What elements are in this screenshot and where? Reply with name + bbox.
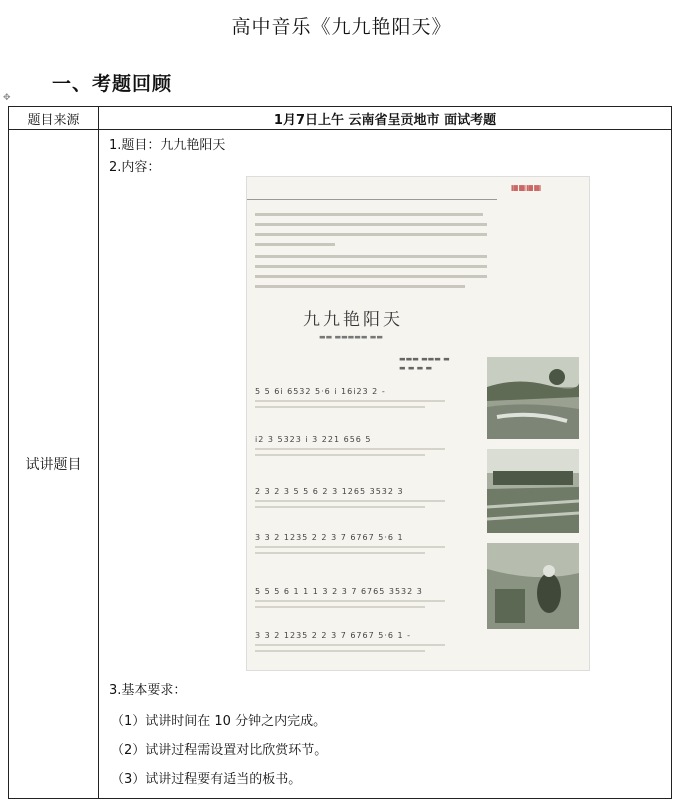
notation-line: 5 5 6i 6532 5·6 i 16i23 2 - bbox=[255, 387, 386, 396]
intro-text-line bbox=[255, 255, 487, 258]
intro-text-line bbox=[255, 243, 335, 246]
score-row-1 bbox=[255, 387, 469, 408]
lyric-line bbox=[255, 406, 425, 408]
river-photo-drawing bbox=[487, 357, 579, 439]
lyric-line bbox=[255, 644, 445, 646]
body-cell-topic-content bbox=[99, 130, 672, 799]
notation-line: i2 3 5323 i 3 221 656 5 bbox=[255, 435, 372, 444]
intro-text-line bbox=[255, 285, 465, 288]
notation-line: 3 3 2 1235 2 2 3 7 6767 5·6 1 bbox=[255, 533, 404, 542]
village-photo-drawing bbox=[487, 449, 579, 533]
river-photo-image bbox=[487, 357, 579, 439]
lyric-line bbox=[255, 454, 425, 456]
lyric-line bbox=[255, 600, 445, 602]
village-photo-image bbox=[487, 449, 579, 533]
song-score-image bbox=[246, 176, 590, 671]
lyric-line bbox=[255, 448, 445, 450]
scan-logo-icon: ▦▦▦▦ bbox=[511, 183, 542, 192]
score-row-4 bbox=[255, 533, 469, 554]
notation-line: 5 5 5 6 1 1 1 3 2 3 7 6765 3532 3 bbox=[255, 587, 423, 596]
requirement-item-3: （3）试讲过程要有适当的板书。 bbox=[111, 772, 302, 787]
body-cell-topic-label: 试讲题目 bbox=[9, 130, 99, 799]
song-credits-smudge: ▬▬▬ ▬▬▬ ▬ ▬ ▬ ▬ ▬ bbox=[399, 355, 450, 372]
expand-marker-icon: ✥ bbox=[3, 93, 11, 103]
notation-line: 2 3 2 3 5 5 6 2 3 1265 3532 3 bbox=[255, 487, 404, 496]
lyric-line bbox=[255, 546, 445, 548]
lyric-line bbox=[255, 400, 445, 402]
intro-text-line bbox=[255, 233, 487, 236]
header-cell-source-value: 1月7日上午 云南省呈贡地市 面试考题 bbox=[99, 107, 672, 130]
lyric-line bbox=[255, 552, 425, 554]
score-row-2 bbox=[255, 435, 469, 456]
header-cell-source-label: 题目来源 bbox=[9, 107, 99, 130]
score-row-5 bbox=[255, 587, 469, 608]
lyric-line bbox=[255, 606, 425, 608]
section-heading: 一、考题回顾 bbox=[52, 73, 173, 95]
table-header-row bbox=[9, 107, 672, 130]
song-subtitle-smudge: ▬▬ ▬▬▬▬▬ ▬▬ bbox=[319, 333, 383, 341]
intro-text-line bbox=[255, 213, 483, 216]
score-row-3 bbox=[255, 487, 469, 508]
scan-top-rule bbox=[247, 199, 497, 200]
requirement-item-2: （2）试讲过程需设置对比欣赏环节。 bbox=[111, 743, 328, 758]
exam-table bbox=[8, 106, 672, 799]
requirement-item-1: （1）试讲时间在 10 分钟之内完成。 bbox=[111, 714, 327, 729]
topic-line: 1.题目：九九艳阳天 bbox=[109, 138, 226, 153]
song-title: 九九艳阳天 bbox=[303, 310, 403, 330]
table-body-row bbox=[9, 130, 672, 799]
document-title: 高中音乐《九九艳阳天》 bbox=[231, 16, 452, 38]
content-label: 2.内容： bbox=[109, 160, 161, 175]
lyric-line bbox=[255, 500, 445, 502]
lyric-line bbox=[255, 650, 425, 652]
intro-text-line bbox=[255, 265, 487, 268]
intro-text-line bbox=[255, 223, 487, 226]
farmers-photo-image bbox=[487, 543, 579, 629]
notation-line: 3 3 2 1235 2 2 3 7 6767 5·6 1 - bbox=[255, 631, 412, 640]
farmers-photo-drawing bbox=[487, 543, 579, 629]
score-row-6 bbox=[255, 631, 469, 652]
requirements-label: 3.基本要求： bbox=[109, 683, 187, 698]
lyric-line bbox=[255, 506, 425, 508]
intro-text-line bbox=[255, 275, 487, 278]
